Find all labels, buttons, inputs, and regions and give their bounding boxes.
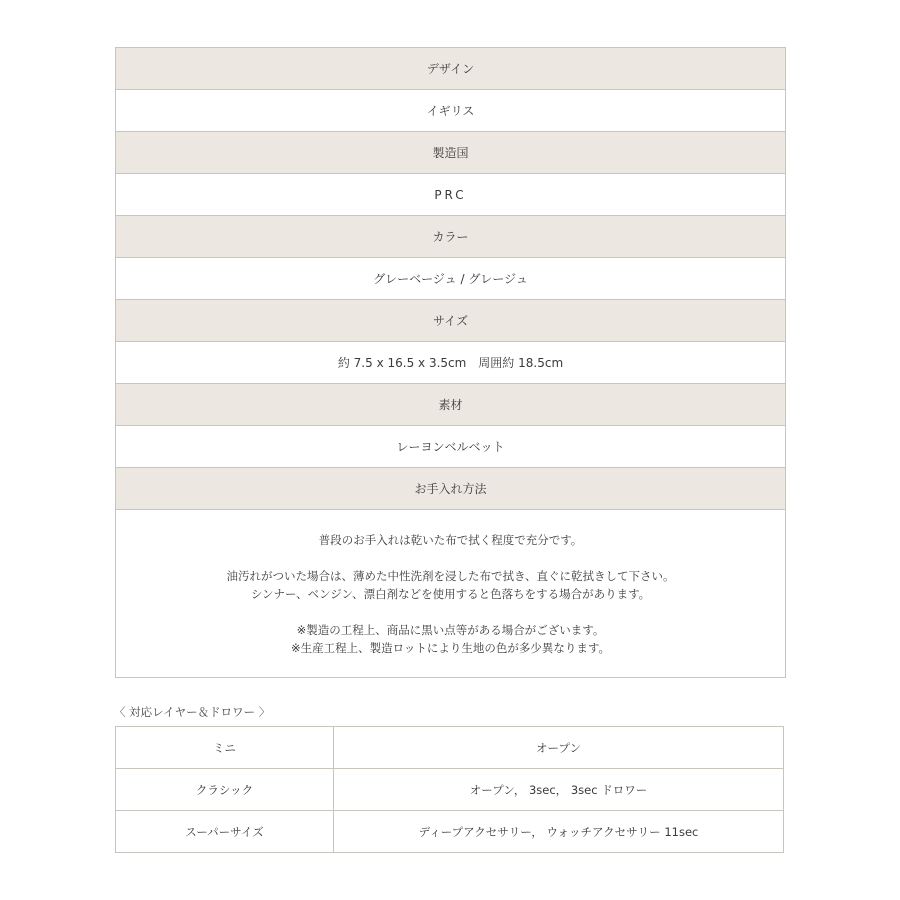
compat-size-cell: スーパーサイズ	[116, 811, 334, 853]
compat-title: 〈 対応レイヤー＆ドロワー 〉	[114, 705, 271, 719]
color-value: グレーベージュ / グレージュ	[373, 272, 528, 286]
care-note-2: 油汚れがついた場合は、薄めた中性洗剤を浸した布で拭き、直ぐに乾拭きして下さい。	[226, 568, 675, 583]
color-label-cell	[116, 216, 785, 258]
care-note-1: 普段のお手入れは乾いた布で拭く程度で充分です。	[318, 532, 583, 547]
compat-table	[115, 726, 784, 853]
care-note-5: ※生産工程上、製造ロットにより生地の色が多少異なります。	[291, 640, 610, 655]
table-row	[116, 769, 784, 811]
size-value-cell	[116, 342, 785, 384]
compat-items-cell: ディープアクセサリー， ウォッチアクセサリー 11sec	[334, 811, 784, 853]
care-notes-cell	[116, 510, 785, 677]
compat-size-cell: クラシック	[116, 769, 334, 811]
care-label-cell	[116, 468, 785, 510]
table-row	[116, 727, 784, 769]
material-label-cell	[116, 384, 785, 426]
size-label-cell	[116, 300, 785, 342]
material-value-cell	[116, 426, 785, 468]
design-label-cell	[116, 48, 785, 90]
origin-value: PRC	[434, 187, 467, 202]
care-label: お手入れ方法	[414, 482, 487, 496]
care-note-3: シンナー、ベンジン、漂白剤などを使用すると色落ちをする場合があります。	[250, 586, 651, 601]
origin-value-cell	[116, 174, 785, 216]
compat-items-cell: オープン， 3sec， 3sec ドロワー	[334, 769, 784, 811]
material-label: 素材	[438, 398, 463, 412]
compat-size-cell: ミニ	[116, 727, 334, 769]
material-value: レーヨンベルベット	[396, 440, 505, 454]
origin-label: 製造国	[432, 146, 469, 160]
size-value: 約 7.5 x 16.5 x 3.5cm 周囲約 18.5cm	[337, 356, 564, 370]
origin-label-cell	[116, 132, 785, 174]
design-value: イギリス	[426, 104, 475, 118]
care-note-4: ※製造の工程上、商品に黒い点等がある場合がございます。	[296, 622, 605, 637]
color-label: カラー	[432, 230, 469, 244]
compat-items-cell: オープン	[334, 727, 784, 769]
size-label: サイズ	[432, 314, 469, 328]
spec-table	[115, 47, 786, 678]
design-label: デザイン	[426, 62, 475, 76]
color-value-cell	[116, 258, 785, 300]
design-value-cell	[116, 90, 785, 132]
table-row	[116, 811, 784, 853]
